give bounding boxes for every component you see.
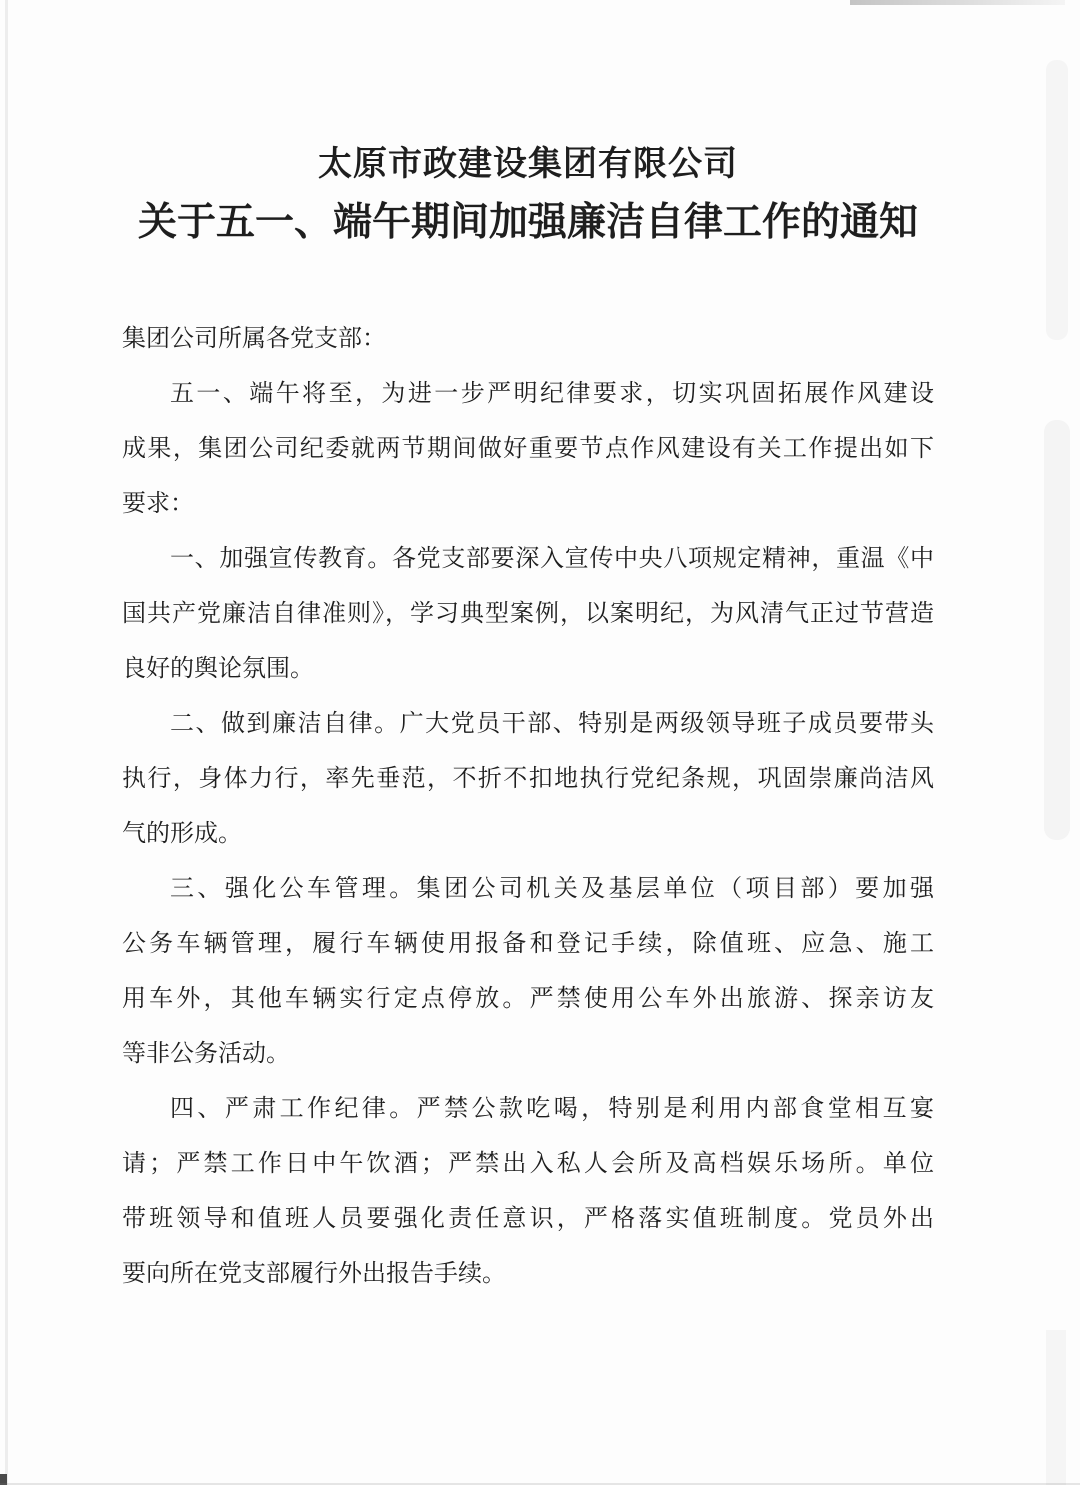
document-subtitle: 关于五一、端午期间加强廉洁自律工作的通知 [137,201,918,244]
document-line: 用车外，其他车辆实行定点停放。严禁使用公车外出旅游、探亲访友 [122,986,934,1012]
document-line: 国共产党廉洁自律准则》，学习典型案例，以案明纪，为风清气正过节营造 [122,601,934,627]
paragraph-item-1 [122,532,934,697]
document-line: 三、强化公车管理。集团公司机关及基层单位（项目部）要加强 [170,876,934,902]
document-line: 带班领导和值班人员要强化责任意识，严格落实值班制度。党员外出 [122,1206,934,1232]
document-line: 等非公务活动。 [122,1041,290,1067]
document-line: 气的形成。 [122,821,242,847]
document-text [122,312,934,1302]
document-line: 公务车辆管理，履行车辆使用报备和登记手续，除值班、应急、施工 [122,931,934,957]
document-line: 二、做到廉洁自律。广大党员干部、特别是两级领导班子成员要带头 [170,711,934,737]
document-line: 一、加强宣传教育。各党支部要深入宣传中央八项规定精神，重温《中 [170,546,934,572]
scan-artifact-right-streak [1044,420,1070,840]
document-line: 请；严禁工作日中午饮酒；严禁出入私人会所及高档娱乐场所。单位 [122,1151,934,1177]
salutation-line: 集团公司所属各党支部： [122,326,386,352]
paragraph-item-3 [122,862,934,1082]
document-line: 执行，身体力行，率先垂范，不折不扣地执行党纪条规，巩固崇廉尚洁风 [122,766,934,792]
document-line: 四、严肃工作纪律。严禁公款吃喝，特别是利用内部食堂相互宴 [170,1096,934,1122]
document-line: 要向所在党支部履行外出报告手续。 [122,1261,506,1287]
document-line: 良好的舆论氛围。 [122,656,314,682]
scan-artifact-right-streak [1046,1330,1066,1485]
scan-artifact-right-streak [1046,60,1068,340]
document-line: 五一、端午将至，为进一步严明纪律要求，切实巩固拓展作风建设 [170,381,934,407]
scan-artifact-bottom-left [0,1474,7,1485]
paragraph-item-4 [122,1082,934,1302]
document-line: 要求： [122,491,194,517]
paragraph-intro [122,367,934,532]
scan-artifact-left-edge [5,0,8,1485]
paragraph-item-2 [122,697,934,862]
document-body [122,142,934,1302]
document-title: 太原市政建设集团有限公司 [318,146,738,183]
scan-artifact-top-right [850,0,1065,5]
document-line: 成果，集团公司纪委就两节期间做好重要节点作风建设有关工作提出如下 [122,436,934,462]
